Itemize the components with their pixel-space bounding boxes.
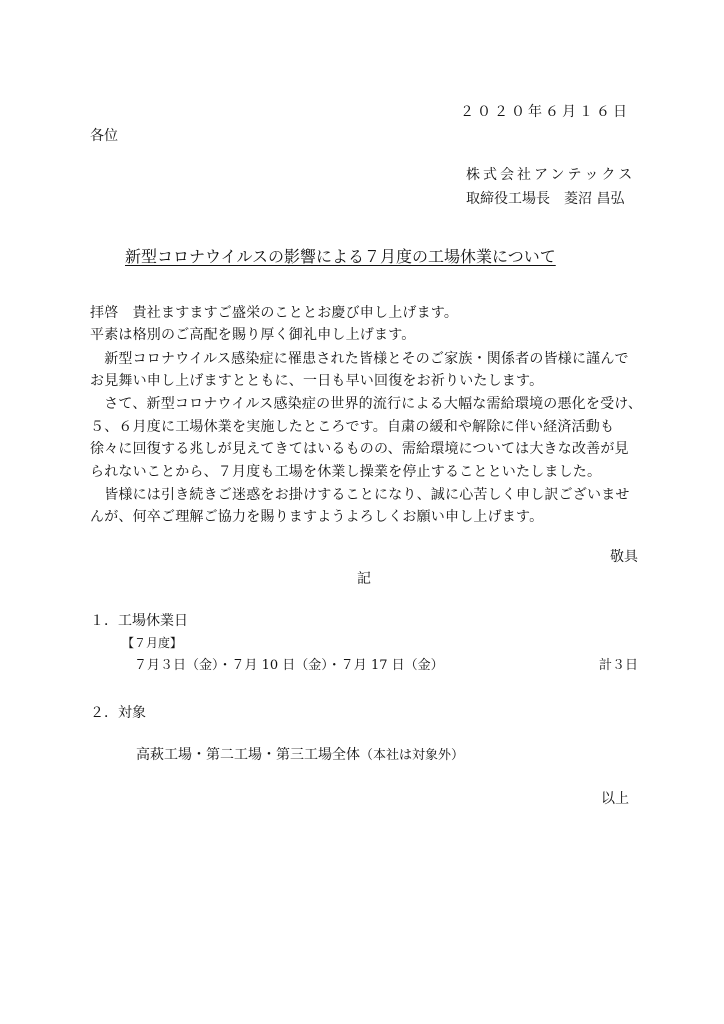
page-title: 新型コロナウイルスの影響による７月度の工場休業について [125, 247, 556, 266]
target-factories [136, 746, 464, 765]
ki-mark: 記 [357, 571, 371, 587]
target-factories-text: 高萩工場・第二工場・第三工場全体 [136, 747, 360, 763]
closing-keigu: 敬具 [610, 549, 638, 565]
body-line: 新型コロナウイルス感染症に罹患された皆様とそのご家族・関係者の皆様に謹んで [90, 351, 629, 367]
holiday-dates: ７月３日（金）・７月 10 日（金）・７月 17 日（金） [134, 658, 444, 673]
body-line: 拝啓 貴社ますますご盛栄のこととお慶び申し上げます。 [90, 305, 459, 321]
section1-heading: １．工場休業日 [90, 613, 188, 629]
body-line: 皆様には引き続きご迷惑をお掛けすることになり、誠に心苦しく申し訳ございませ [90, 487, 630, 503]
section1-sublabel: 【７月度】 [122, 636, 183, 650]
body-line: 徐々に回復する兆しが見えてきてはいるものの、需給環境については大きな改善が見 [90, 441, 629, 457]
target-note: （本社は対象外） [360, 748, 465, 763]
company-name: 株式会社アンテックス [466, 167, 636, 183]
body-line: ５、６月度に工場休業を実施したところです。自粛の緩和や解除に伴い経済活動も [90, 419, 615, 435]
holiday-total: 計３日 [598, 658, 638, 673]
sender-name: 取締役工場長 菱沼 昌弘 [466, 191, 625, 207]
body-line: お見舞い申し上げますとともに、一日も早い回復をお祈りいたします。 [90, 373, 544, 389]
body-line: さて、新型コロナウイルス感染症の世界的流行による大幅な需給環境の悪化を受け、 [90, 396, 643, 412]
document-date: ２０２０年６月１６日 [460, 104, 630, 120]
body-line: られないことから、７月度も工場を休業し操業を停止することといたしました。 [90, 464, 602, 480]
ending-ijou: 以上 [601, 791, 629, 807]
body-line: 平素は格別のご高配を賜り厚く御礼申し上げます。 [90, 327, 416, 343]
recipient: 各位 [90, 128, 118, 144]
section2-heading: ２．対象 [90, 705, 146, 721]
body-line: んが、何卒ご理解ご協力を賜りますようよろしくお願い申し上げます。 [90, 509, 544, 525]
